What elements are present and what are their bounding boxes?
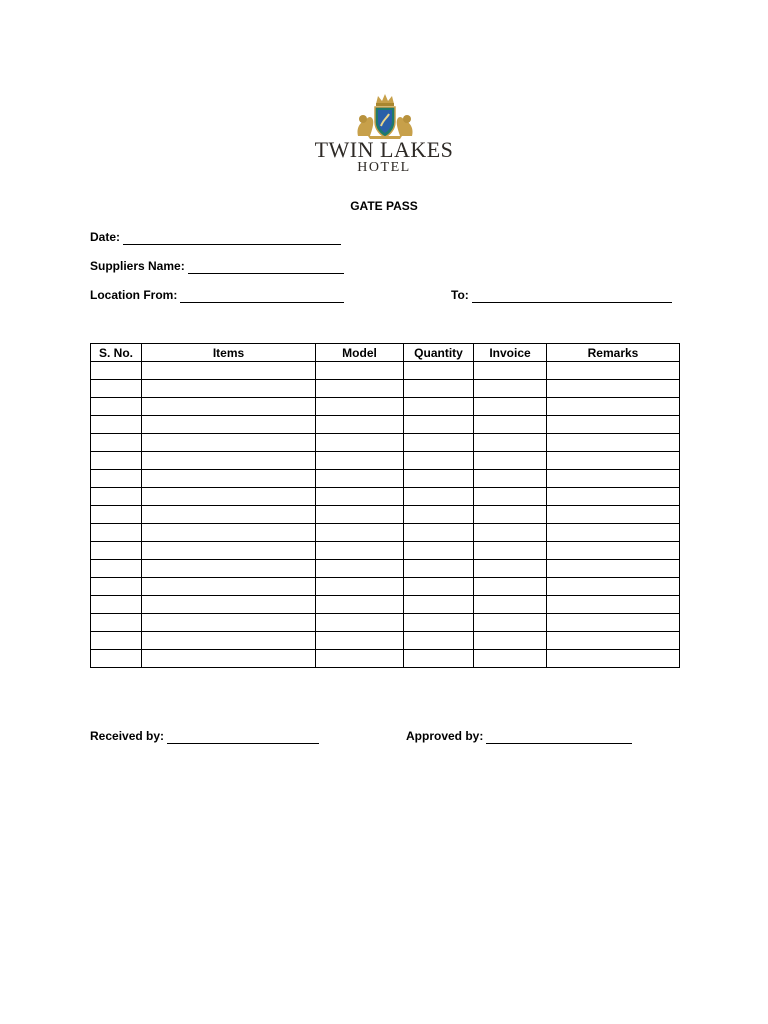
table-cell[interactable] xyxy=(404,488,474,506)
document-title: GATE PASS xyxy=(350,199,418,213)
table-cell[interactable] xyxy=(316,524,404,542)
table-cell[interactable] xyxy=(547,506,680,524)
received-by-label: Received by: xyxy=(90,729,165,743)
table-cell[interactable] xyxy=(474,650,547,668)
table-cell[interactable] xyxy=(91,650,142,668)
approved-by-field xyxy=(406,728,632,744)
table-cell[interactable] xyxy=(316,506,404,524)
received-by-field xyxy=(90,728,319,744)
table-row xyxy=(91,650,680,668)
table-cell[interactable] xyxy=(474,434,547,452)
table-cell[interactable] xyxy=(91,362,142,380)
table-cell[interactable] xyxy=(404,578,474,596)
table-cell[interactable] xyxy=(142,398,316,416)
date-input-line[interactable] xyxy=(123,232,341,245)
table-cell[interactable] xyxy=(474,488,547,506)
table-cell[interactable] xyxy=(91,596,142,614)
table-cell[interactable] xyxy=(142,488,316,506)
table-cell[interactable] xyxy=(142,470,316,488)
table-cell[interactable] xyxy=(142,434,316,452)
table-cell[interactable] xyxy=(474,614,547,632)
table-cell[interactable] xyxy=(474,470,547,488)
table-cell[interactable] xyxy=(474,596,547,614)
table-cell[interactable] xyxy=(316,650,404,668)
table-cell[interactable] xyxy=(404,416,474,434)
table-cell[interactable] xyxy=(91,416,142,434)
table-cell[interactable] xyxy=(142,596,316,614)
table-cell[interactable] xyxy=(142,578,316,596)
table-cell[interactable] xyxy=(547,614,680,632)
table-cell[interactable] xyxy=(547,488,680,506)
received-by-input-line[interactable] xyxy=(167,731,319,744)
table-cell[interactable] xyxy=(547,380,680,398)
table-cell[interactable] xyxy=(404,524,474,542)
table-cell[interactable] xyxy=(547,542,680,560)
header-serial-number: S. No. xyxy=(91,344,142,362)
hotel-crest-icon xyxy=(354,92,416,140)
table-cell[interactable] xyxy=(404,380,474,398)
table-row xyxy=(91,506,680,524)
table-cell[interactable] xyxy=(404,560,474,578)
table-row xyxy=(91,488,680,506)
table-cell[interactable] xyxy=(91,560,142,578)
supplier-name-input-line[interactable] xyxy=(188,261,344,274)
table-cell[interactable] xyxy=(547,560,680,578)
table-cell[interactable] xyxy=(404,506,474,524)
header-invoice: Invoice xyxy=(474,344,547,362)
header-items: Items xyxy=(142,344,316,362)
table-header-row xyxy=(91,344,680,362)
table-cell[interactable] xyxy=(547,578,680,596)
table-cell[interactable] xyxy=(547,650,680,668)
table-row xyxy=(91,614,680,632)
table-cell[interactable] xyxy=(547,434,680,452)
table-cell[interactable] xyxy=(547,452,680,470)
table-cell[interactable] xyxy=(91,614,142,632)
table-cell[interactable] xyxy=(142,380,316,398)
table-cell[interactable] xyxy=(91,542,142,560)
table-row xyxy=(91,362,680,380)
table-cell[interactable] xyxy=(142,542,316,560)
table-cell[interactable] xyxy=(142,614,316,632)
table-cell[interactable] xyxy=(142,650,316,668)
header-model: Model xyxy=(316,344,404,362)
table-cell[interactable] xyxy=(404,614,474,632)
location-from-label: Location From: xyxy=(90,288,178,302)
table-row xyxy=(91,524,680,542)
table-cell[interactable] xyxy=(474,362,547,380)
table-cell[interactable] xyxy=(316,416,404,434)
table-cell[interactable] xyxy=(91,578,142,596)
table-cell[interactable] xyxy=(316,488,404,506)
brand-subtitle: HOTEL xyxy=(357,160,411,175)
table-cell[interactable] xyxy=(91,452,142,470)
table-row xyxy=(91,470,680,488)
table-cell[interactable] xyxy=(91,398,142,416)
table-cell[interactable] xyxy=(316,632,404,650)
table-cell[interactable] xyxy=(547,398,680,416)
table-cell[interactable] xyxy=(547,470,680,488)
table-cell[interactable] xyxy=(474,452,547,470)
table-cell[interactable] xyxy=(91,488,142,506)
table-cell[interactable] xyxy=(474,506,547,524)
brand-name: TWIN LAKES xyxy=(314,137,454,162)
table-cell[interactable] xyxy=(142,452,316,470)
table-row xyxy=(91,452,680,470)
table-cell[interactable] xyxy=(316,614,404,632)
table-cell[interactable] xyxy=(316,380,404,398)
header-remarks: Remarks xyxy=(547,344,680,362)
table-row xyxy=(91,632,680,650)
table-cell[interactable] xyxy=(142,524,316,542)
table-cell[interactable] xyxy=(91,524,142,542)
table-cell[interactable] xyxy=(547,362,680,380)
table-cell[interactable] xyxy=(547,416,680,434)
table-cell[interactable] xyxy=(316,362,404,380)
table-cell[interactable] xyxy=(142,560,316,578)
to-input-line[interactable] xyxy=(472,290,672,303)
table-cell[interactable] xyxy=(316,542,404,560)
items-table xyxy=(90,343,680,668)
table-cell[interactable] xyxy=(547,596,680,614)
table-cell[interactable] xyxy=(91,506,142,524)
table-cell[interactable] xyxy=(404,470,474,488)
to-label: To: xyxy=(451,288,469,302)
supplier-name-field xyxy=(90,258,344,274)
table-cell[interactable] xyxy=(474,578,547,596)
table-cell[interactable] xyxy=(474,524,547,542)
table-cell[interactable] xyxy=(142,506,316,524)
table-row xyxy=(91,542,680,560)
table-cell[interactable] xyxy=(474,632,547,650)
supplier-name-label: Suppliers Name: xyxy=(90,259,185,273)
table-cell[interactable] xyxy=(91,380,142,398)
table-cell[interactable] xyxy=(316,596,404,614)
table-cell[interactable] xyxy=(404,452,474,470)
table-body xyxy=(91,362,680,668)
table-cell[interactable] xyxy=(404,632,474,650)
table-cell[interactable] xyxy=(547,632,680,650)
approved-by-input-line[interactable] xyxy=(486,731,632,744)
table-cell[interactable] xyxy=(316,434,404,452)
table-row xyxy=(91,578,680,596)
table-cell[interactable] xyxy=(142,632,316,650)
table-row xyxy=(91,596,680,614)
table-cell[interactable] xyxy=(91,632,142,650)
table-cell[interactable] xyxy=(142,362,316,380)
table-cell[interactable] xyxy=(404,434,474,452)
table-cell[interactable] xyxy=(547,524,680,542)
table-cell[interactable] xyxy=(91,434,142,452)
table-cell[interactable] xyxy=(316,452,404,470)
table-cell[interactable] xyxy=(142,416,316,434)
table-cell[interactable] xyxy=(404,650,474,668)
table-cell[interactable] xyxy=(404,596,474,614)
table-cell[interactable] xyxy=(404,542,474,560)
table-row xyxy=(91,380,680,398)
table-cell[interactable] xyxy=(316,470,404,488)
table-cell[interactable] xyxy=(316,578,404,596)
date-field xyxy=(90,229,341,245)
table-row xyxy=(91,416,680,434)
table-cell[interactable] xyxy=(474,416,547,434)
location-from-input-line[interactable] xyxy=(180,290,344,303)
header-quantity: Quantity xyxy=(404,344,474,362)
table-cell[interactable] xyxy=(316,398,404,416)
date-label: Date: xyxy=(90,230,121,244)
table-row xyxy=(91,398,680,416)
approved-by-label: Approved by: xyxy=(406,729,484,743)
table-cell[interactable] xyxy=(91,470,142,488)
table-cell[interactable] xyxy=(404,362,474,380)
table-row xyxy=(91,560,680,578)
table-cell[interactable] xyxy=(474,380,547,398)
table-cell[interactable] xyxy=(316,560,404,578)
location-from-field xyxy=(90,287,344,303)
to-field xyxy=(451,287,672,303)
table-cell[interactable] xyxy=(474,398,547,416)
table-cell[interactable] xyxy=(474,542,547,560)
table-cell[interactable] xyxy=(474,560,547,578)
table-row xyxy=(91,434,680,452)
table-cell[interactable] xyxy=(404,398,474,416)
